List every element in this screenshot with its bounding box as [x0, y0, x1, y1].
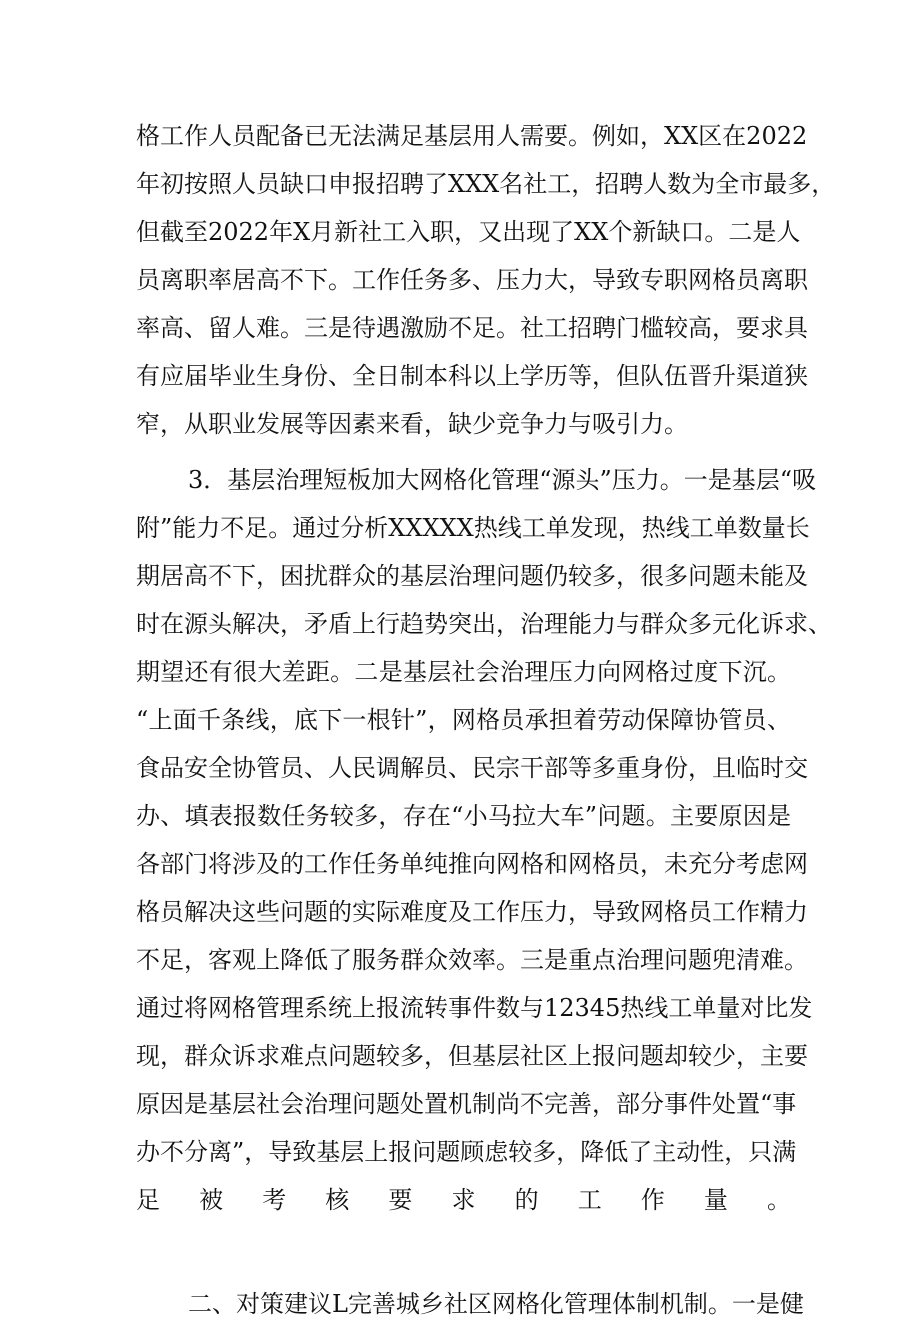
text-line: 年初按照人员缺口申报招聘了XXX名社工，招聘人数为全市最多，	[136, 170, 836, 198]
text-line: 附”能力不足。通过分析XXXXX热线工单发现，热线工单数量长	[136, 514, 810, 542]
document-body	[136, 112, 836, 1328]
text-line: 3．基层治理短板加大网格化管理“源头”压力。一是基层“吸	[188, 466, 817, 494]
paragraph-staffing	[136, 112, 836, 448]
text-line: 有应届毕业生身份、全日制本科以上学历等，但队伍晋升渠道狭	[136, 362, 808, 390]
text-line: 格员解决这些问题的实际难度及工作压力，导致网格员工作精力	[136, 898, 808, 926]
text-line: 期居高不下，困扰群众的基层治理问题仍较多，很多问题未能及	[136, 562, 808, 590]
text-line: 足被考核要求的工作量。	[136, 1186, 791, 1214]
paragraph-countermeasures	[136, 1280, 804, 1328]
paragraph-grassroots-governance	[136, 456, 832, 1272]
paragraph-spacer	[136, 1272, 791, 1280]
text-line: 办不分离”，导致基层上报问题顾虑较多，降低了主动性，只满	[136, 1138, 797, 1166]
text-line: 但截至2022年X月新社工入职，又出现了XX个新缺口。二是人	[136, 218, 801, 246]
text-line: 通过将网格管理系统上报流转事件数与12345热线工单量对比发	[136, 994, 813, 1022]
text-line: 不足，客观上降低了服务群众效率。三是重点治理问题兜清难。	[136, 946, 808, 974]
text-line: 现，群众诉求难点问题较多，但基层社区上报问题却较少，主要	[136, 1042, 808, 1070]
text-line: 二、对策建议L完善城乡社区网格化管理体制机制。一是健	[188, 1290, 804, 1318]
text-line: 时在源头解决，矛盾上行趋势突出，治理能力与群众多元化诉求、	[136, 610, 832, 638]
text-line	[136, 1224, 791, 1272]
text-line: 办、填表报数任务较多，存在“小马拉大车”问题。主要原因是	[136, 802, 791, 830]
text-line: 原因是基层社会治理问题处置机制尚不完善，部分事件处置“事	[136, 1090, 797, 1118]
text-line: 率高、留人难。三是待遇激励不足。社工招聘门槛较高，要求具	[136, 314, 808, 342]
text-line: 窄，从职业发展等因素来看，缺少竞争力与吸引力。	[136, 410, 688, 438]
text-line: 员离职率居高不下。工作任务多、压力大，导致专职网格员离职	[136, 266, 808, 294]
text-line: 各部门将涉及的工作任务单纯推向网格和网格员，未充分考虑网	[136, 850, 808, 878]
text-line: 格工作人员配备已无法满足基层用人需要。例如，XX区在2022	[136, 122, 808, 150]
text-line: 期望还有很大差距。二是基层社会治理压力向网格过度下沉。	[136, 658, 791, 686]
text-line: “上面千条线，底下一根针”，网格员承担着劳动保障协管员、	[136, 706, 791, 734]
paragraph-spacer	[136, 448, 791, 456]
text-line: 食品安全协管员、人民调解员、民宗干部等多重身份，且临时交	[136, 754, 808, 782]
